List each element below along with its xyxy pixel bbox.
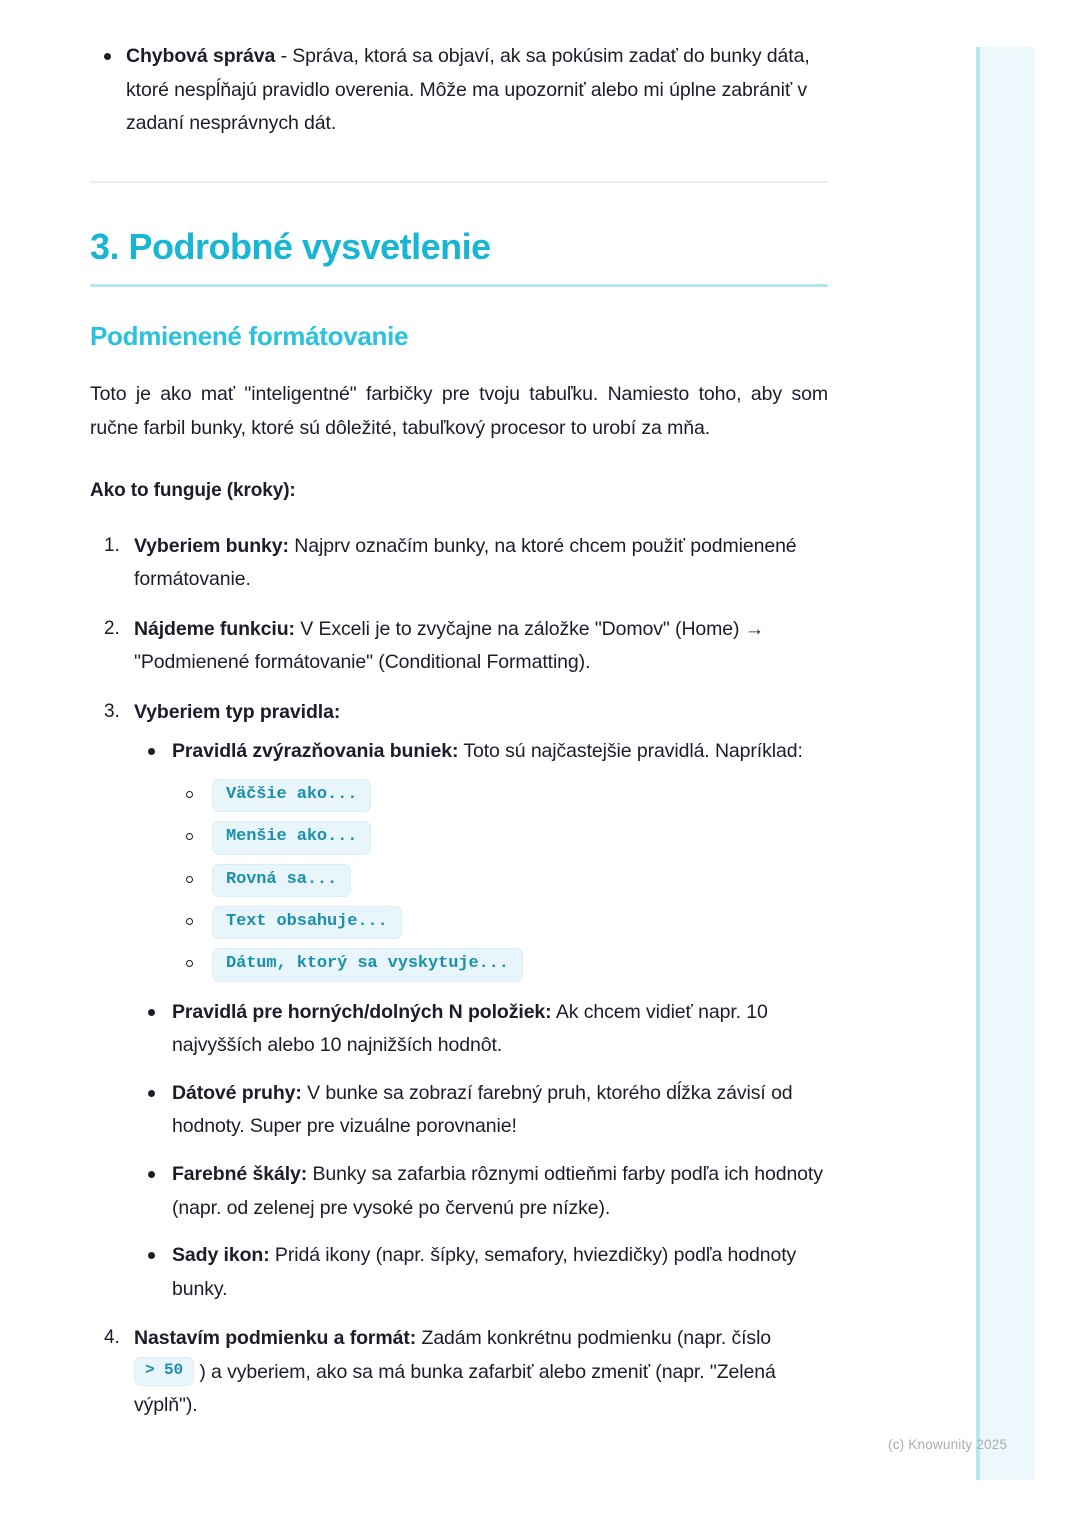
page-title: 3. Podrobné vysvetlenie	[90, 225, 491, 267]
bullet-text: - Správa, ktorá sa objaví, ak sa pokúsim zadať do bunky dáta, ktoré nespĺňajú pravidlo overenia. Môže ma upozorniť alebo mi úplne zabrániť v zadaní nesprávnych dát.	[126, 45, 810, 135]
rule-types-list	[134, 735, 828, 1306]
code-chip-greater-than-50: > 50	[134, 1357, 194, 1385]
rule-type-text: Toto sú najčastejšie pravidlá. Napríklad:	[458, 740, 803, 763]
content-column	[90, 40, 828, 141]
rule-type-text: Ak chcem vidieť napr. 10 najvyšších alebo 10 najnižších hodnôt.	[172, 1000, 768, 1057]
code-chip-text-contains: Text obsahuje...	[212, 906, 402, 939]
step-term: Vyberiem typ pravidla:	[134, 700, 341, 723]
intro-paragraph: Toto je ako mať "inteligentné" farbičky pre tvoju tabuľku. Namiesto toho, aby som ručne farbil bunky, ktoré sú dôležité, tabuľkový procesor to urobí za mňa.	[90, 382, 828, 439]
subsection-title: Podmienené formátovanie	[90, 320, 409, 351]
step-item-3	[90, 696, 828, 1306]
section-header-block	[90, 225, 828, 1423]
step-item-1	[90, 530, 828, 597]
step-item-4	[90, 1322, 828, 1423]
rule-type-item-colorscales	[134, 1158, 828, 1225]
rule-type-term: Dátové pruhy:	[172, 1081, 302, 1104]
code-chip-less-than: Menšie ako...	[212, 821, 371, 854]
code-list-item	[172, 864, 828, 897]
footer-watermark: (c) Knowunity 2025	[888, 1437, 1008, 1452]
rule-type-item-iconsets	[134, 1239, 828, 1306]
code-list-item	[172, 948, 828, 981]
section-divider	[90, 181, 828, 183]
step-text: Najprv označím bunky, na ktoré chcem použiť podmienené formátovanie.	[134, 534, 797, 591]
rule-type-item-databars	[134, 1077, 828, 1144]
rule-type-term: Sady ikon:	[172, 1244, 270, 1267]
step-text: V Exceli je to zvyčajne na záložke "Domov" (Home) → "Podmienené formátovanie" (Conditional Formatting).	[134, 617, 765, 674]
bullet-term: Chybová správa	[126, 45, 276, 67]
step-text-before-code: Zadám konkrétnu podmienku (napr. číslo	[416, 1327, 772, 1350]
code-chip-equals: Rovná sa...	[212, 864, 351, 897]
code-chip-greater-than: Väčšie ako...	[212, 779, 371, 812]
code-list-item	[172, 906, 828, 939]
code-list-item	[172, 779, 828, 812]
rule-type-text: V bunke sa zobrazí farebný pruh, ktorého dĺžka závisí od hodnoty. Super pre vizuálne porovnanie!	[172, 1081, 793, 1138]
rule-type-term: Farebné škály:	[172, 1162, 308, 1185]
steps-lead: Ako to funguje (kroky):	[90, 480, 296, 502]
step-item-2	[90, 613, 828, 680]
rule-type-term: Pravidlá zvýrazňovania buniek:	[172, 740, 459, 763]
step-term: Vyberiem bunky:	[134, 534, 289, 557]
rule-type-item-highlight	[134, 735, 828, 981]
right-decorative-panel	[976, 47, 1035, 1480]
code-list-item	[172, 821, 828, 854]
rule-example-code-list	[172, 779, 828, 982]
rule-type-item-topbottom	[134, 996, 828, 1063]
rule-type-text: Pridá ikony (napr. šípky, semafory, hviezdičky) podľa hodnoty bunky.	[172, 1244, 797, 1300]
carryover-bullet-list	[90, 40, 828, 141]
step-text-after-code: ) a vyberiem, ako sa má bunka zafarbiť alebo zmeniť (napr. "Zelená výplň").	[134, 1360, 776, 1417]
code-chip-date-occurring: Dátum, ktorý sa vyskytuje...	[212, 948, 523, 981]
step-term: Nájdeme funkciu:	[134, 617, 295, 640]
steps-list	[90, 530, 828, 1423]
list-item	[90, 40, 828, 141]
rule-type-term: Pravidlá pre horných/dolných N položiek:	[172, 1000, 552, 1023]
step-term: Nastavím podmienku a formát:	[134, 1327, 417, 1350]
title-underline	[90, 284, 828, 287]
divider-wrap	[90, 181, 828, 183]
rule-type-text: Bunky sa zafarbia rôznymi odtieňmi farby podľa ich hodnoty (napr. od zelenej pre vysoké po červenú pre nízke).	[172, 1162, 823, 1219]
